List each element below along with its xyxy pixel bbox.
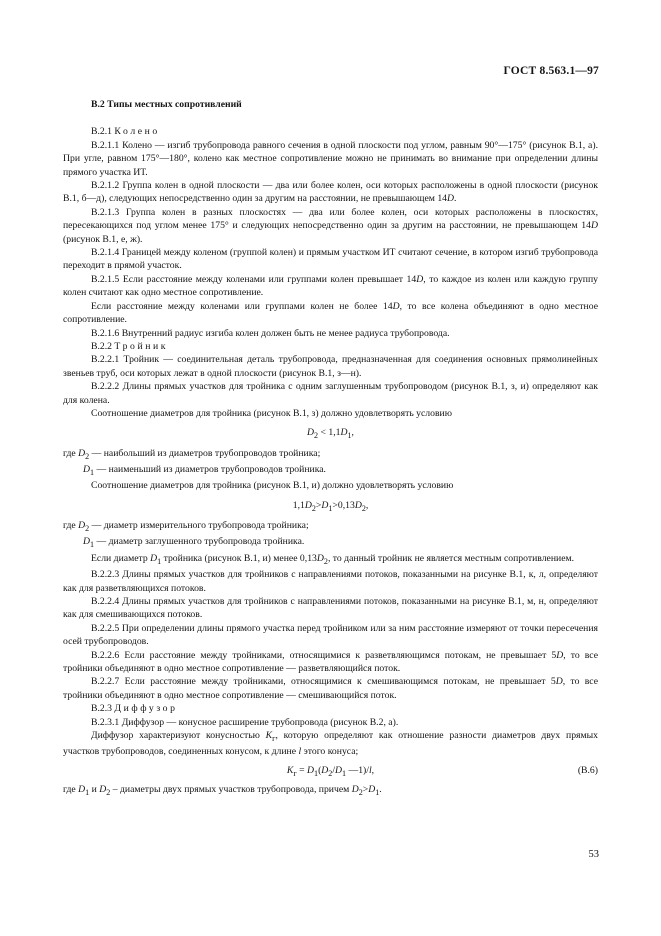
clause-b-2-3-1: В.2.3.1 Диффузор — конусное расширение трубопровода (рисунок В.2, а). xyxy=(91,716,399,728)
section-title: В.2 Типы местных сопротивлений xyxy=(91,99,242,110)
paragraph: Если расстояние между коленами или группами колен не более 14D, то все колена объединяют в одно местное сопротивление. xyxy=(63,300,598,326)
variable-definition: где $D_2$ — диаметр измерительного трубопровода тройника; xyxy=(63,520,309,534)
clause-b-2-1: В.2.1 Колено xyxy=(91,126,160,138)
clause-b-2-2-4: В.2.2.4 Длины прямых участков для тройников с направлениями потоков, показанными на рисунке В.1, м, н, определяют как для смешивающихся потоков. xyxy=(63,595,598,621)
clause-b-2-2-5: В.2.2.5 При определении длины прямого участка перед тройником или за ним расстояние измеряют от точки пересечения осей трубопроводов. xyxy=(63,622,598,648)
variable-definition: $D_1$ — диаметр заглушенного трубопровода тройника. xyxy=(83,536,305,550)
formula: $1,1D_2>D_1>0,13D_2$, xyxy=(292,499,369,513)
equation-number: (В.6) xyxy=(577,764,598,776)
page-number: 53 xyxy=(588,849,599,860)
variable-definition: где $D_2$ — наибольший из диаметров трубопроводов тройника; xyxy=(63,447,321,461)
clause-b-2-1-1: В.2.1.1 Колено — изгиб трубопровода равного сечения в одной плоскости под углом, равным 90°—175° (рисунок В.1, а). При угле, равном 175°—180°, колено как местное сопротивление можно не принимать во внимание при определении длины прямого участка ИТ. xyxy=(63,139,599,178)
clause-b-2-1-2: В.2.1.2 Группа колен в одной плоскости — два или более колен, оси которых расположены в одной плоскости (рисунок В.1, б—д), следующих непосредственно один за другим на расстоянии, не превышающем 14D. xyxy=(63,180,599,205)
clause-b-2-2-2: В.2.2.2 Длины прямых участков для тройника с одним заглушенным трубопроводом (рисунок В.1, з, и) определяют как для колена. xyxy=(63,381,598,406)
paragraph: Соотношение диаметров для тройника (рисунок В.1, и) должно удовлетворять условию xyxy=(91,480,454,492)
paragraph: Диффузор характеризуют конусностью $K_г$, которую определяют как отношение разности диаметров двух прямых участков трубопроводов, соединенных конусом, к длине l этого конуса; xyxy=(63,730,598,758)
clause-b-2-2-3: В.2.2.3 Длины прямых участков для тройников с направлениями потоков, показанными на рисунке В.1, к, л, определяют как для разветвляющихся потоков. xyxy=(63,569,599,594)
formula-expression: $K_г = D_1(D_2/D_1$ —1)/l, xyxy=(286,764,375,778)
variable-definition: $D_1$ — наименьший из диаметров трубопроводов тройника. xyxy=(83,464,326,477)
formula xyxy=(63,764,598,780)
paragraph: Если диаметр $D_1$ тройника (рисунок В.1, и) менее $0,13D_2$, то данный тройник не является местным сопротивлением. xyxy=(91,552,575,566)
clause-b-2-2-1: В.2.2.1 Тройник — соединительная деталь трубопровода, предназначенная для соединения основных прямолинейных звеньев труб, оси которых лежат в одной плоскости (рисунок В.1, з—н). xyxy=(63,354,599,379)
standard-code: ГОСТ 8.563.1—97 xyxy=(503,65,599,77)
document-body xyxy=(63,98,598,799)
clause-label: Тройник xyxy=(114,340,169,352)
paragraph: Соотношение диаметров для тройника (рисунок В.1, з) должно удовлетворять условию xyxy=(91,407,452,419)
clause-b-2-2: В.2.2 Тройник xyxy=(91,340,169,352)
clause-label: Диффузор xyxy=(114,703,178,715)
clause-b-2-1-4: В.2.1.4 Границей между коленом (группой колен) и прямым участком ИТ считают сечение, в котором изгиб трубопровода переходит в прямой участок. xyxy=(63,247,598,272)
clause-b-2-3: В.2.3 Диффузор xyxy=(91,703,178,715)
variable-definition: где $D_1$ и $D_2$ – диаметры двух прямых участков трубопровода, причем $D_2>D_1$. xyxy=(63,784,382,798)
clause-b-2-2-7: В.2.2.7 Если расстояние между тройниками, относящимися к смешивающимся потокам, не превышает 5D, то все тройники объединяют в одно местное сопротивление — смешивающийся поток. xyxy=(63,676,599,701)
clause-b-2-1-6: В.2.1.6 Внутренний радиус изгиба колен должен быть не менее радиуса трубопровода. xyxy=(91,327,450,339)
clause-b-2-1-5: В.2.1.5 Если расстояние между коленами или группами колен превышает 14D, то каждое из колен или каждую группу колен считают как одно местное сопротивление. xyxy=(63,273,599,299)
clause-b-2-1-3: В.2.1.3 Группа колен в разных плоскостях — два или более колен, оси которых расположены в плоскостях, пересекающихся под углом менее 175° и следующих непосредственно один за другим на расстоянии, не превышающем 14D (рисунок В.1, е, ж). xyxy=(63,206,598,245)
formula: $D_2 < 1,1D_1$, xyxy=(307,427,354,441)
clause-b-2-2-6: В.2.2.6 Если расстояние между тройниками, относящимися к разветвляющимся потокам, не превышает 5D, то все тройники объединяют в одно местное сопротивление — разветвляющийся поток. xyxy=(63,649,599,674)
clause-label: Колено xyxy=(114,126,160,138)
